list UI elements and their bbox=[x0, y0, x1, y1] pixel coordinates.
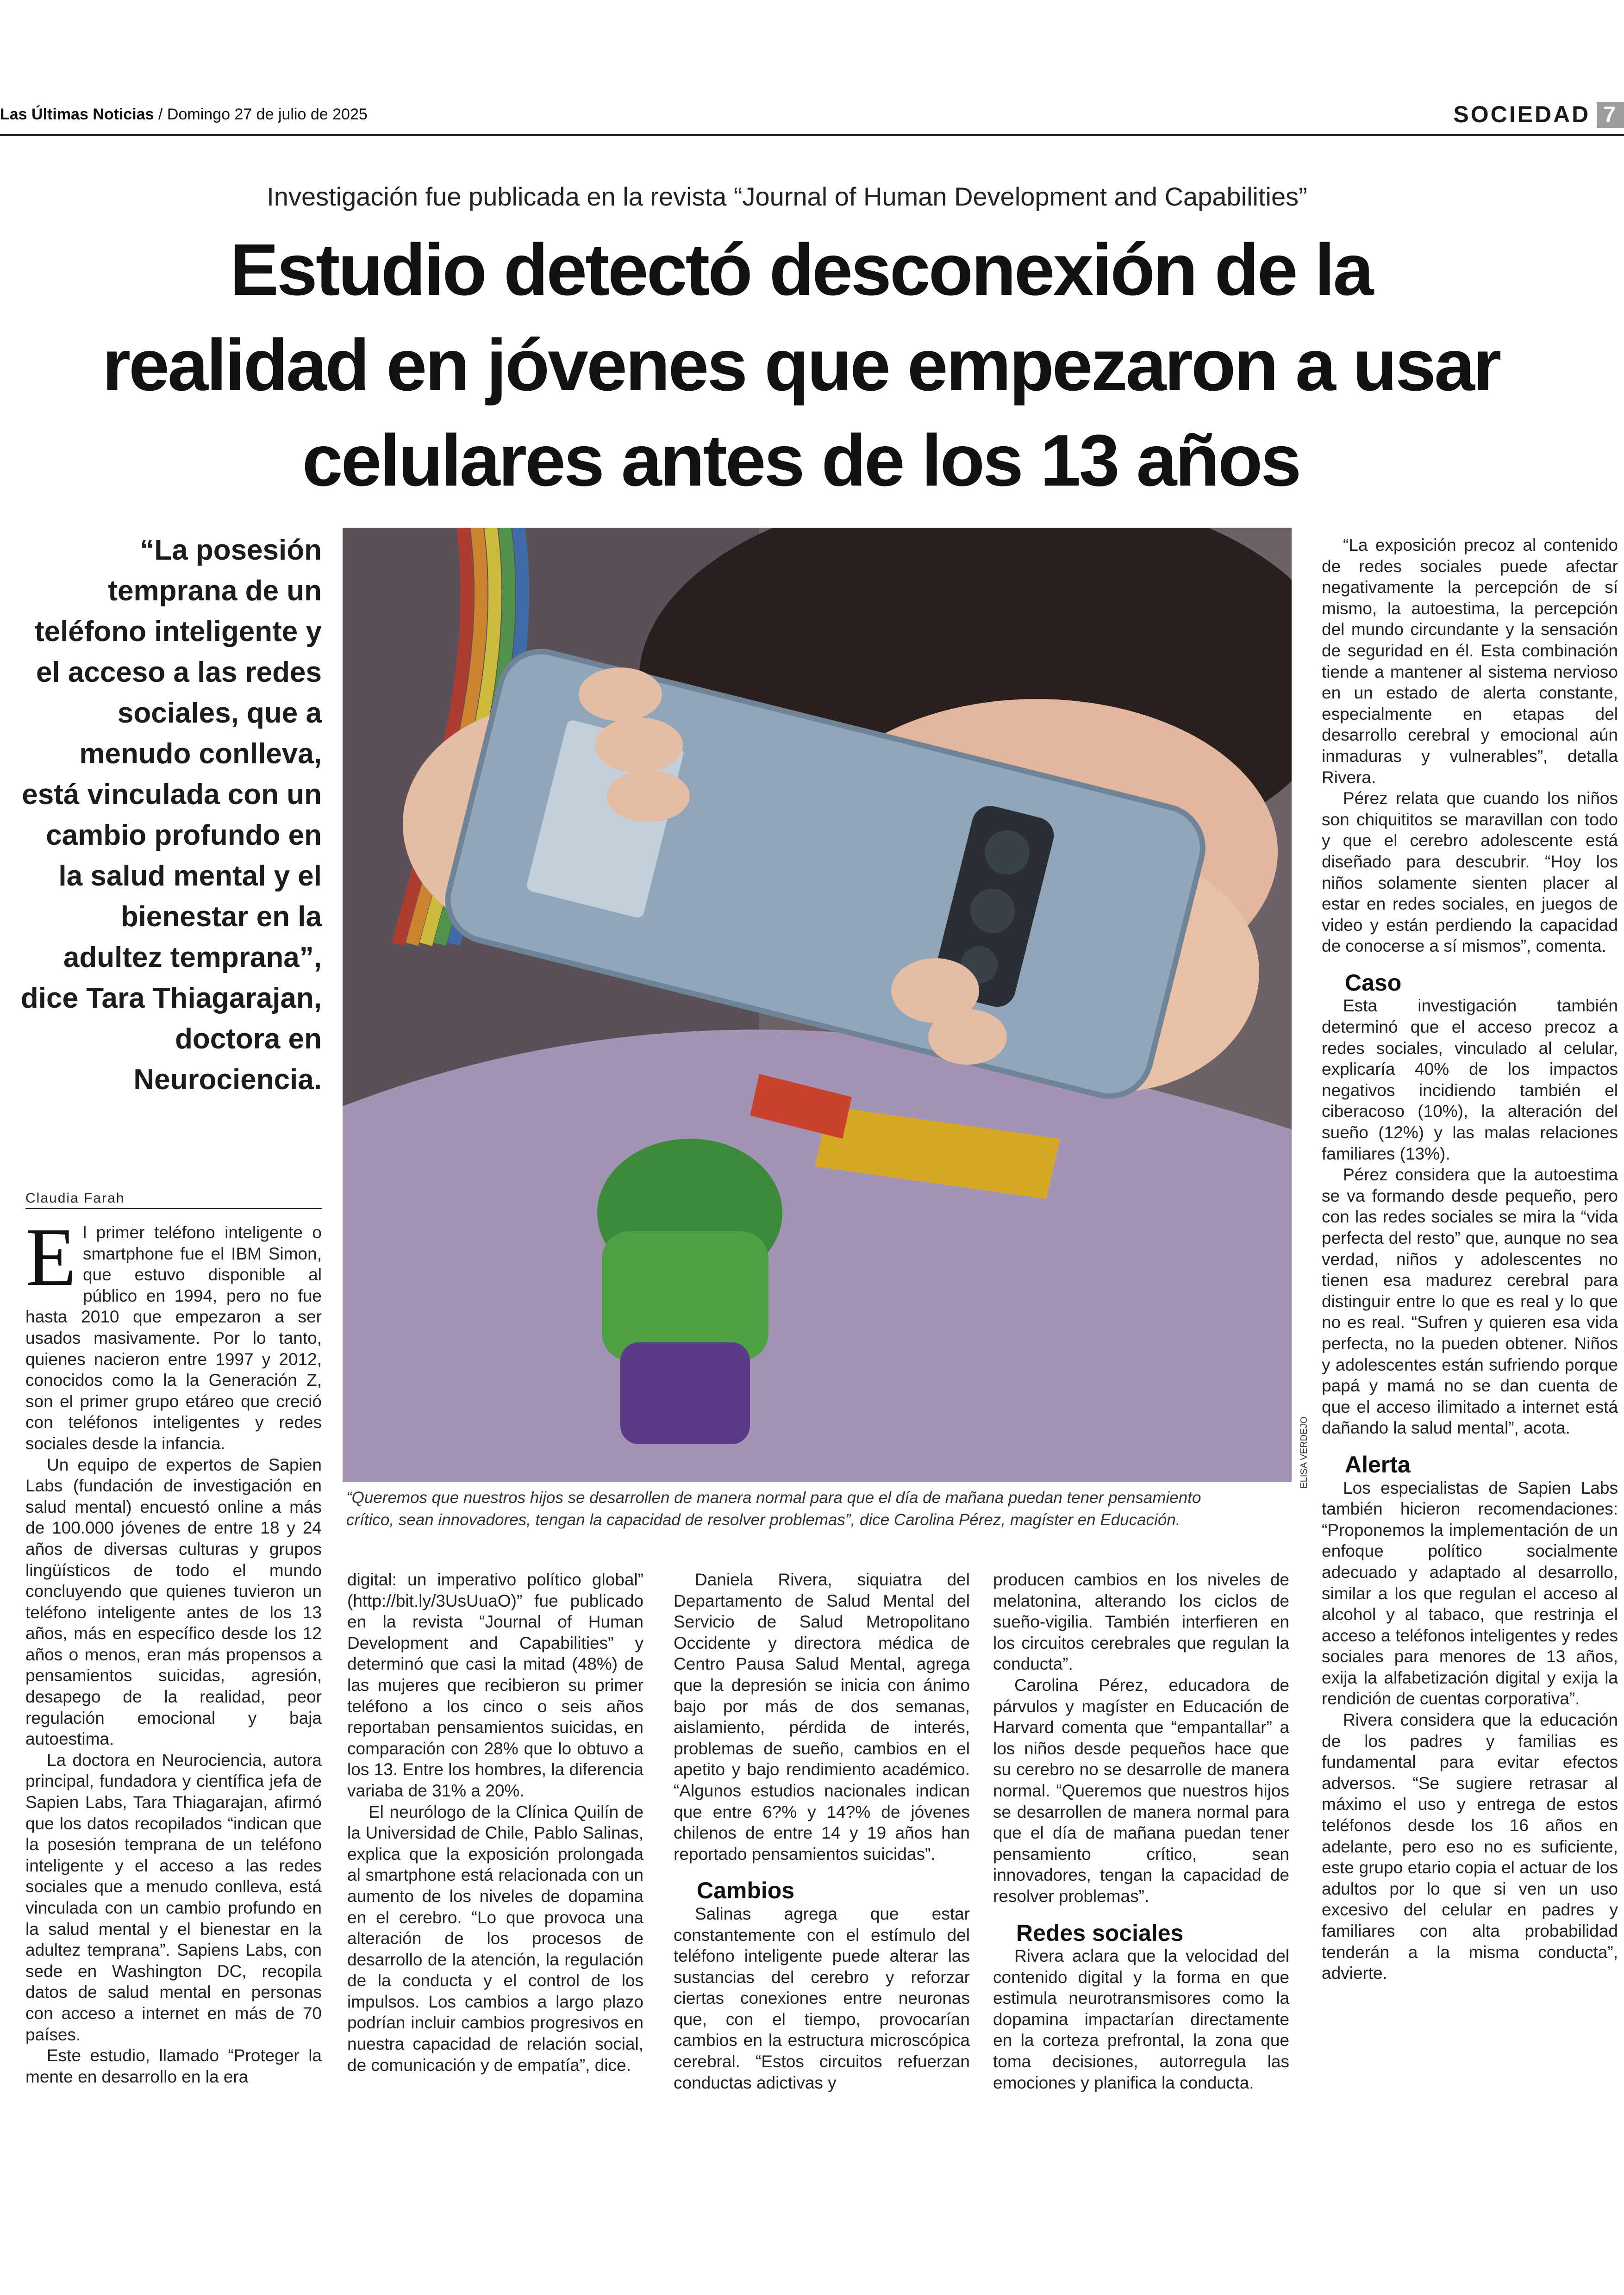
photo-credit: ELISA VERDEJO bbox=[1299, 1416, 1309, 1489]
byline: Claudia Farah bbox=[25, 1191, 322, 1209]
publication-name: Las Últimas Noticias bbox=[0, 106, 154, 123]
issue-date: Domingo 27 de julio de 2025 bbox=[167, 106, 368, 123]
paragraph: Este estudio, llamado “Proteger la mente en desarrollo en la era bbox=[25, 2046, 322, 2086]
article-column-4 bbox=[993, 1569, 1289, 2093]
paragraph-text: l primer teléfono inteligente o smartphone fue el IBM Simon, que estuvo disponible al público en 1994, pero no fue hasta 2010 que empezaron a ser usados masivamente. Por lo tanto, quienes nacieron entre 1997 y 2012, conocidos como la la Generación Z, son el primer grupo etáreo que creció con teléfonos inteligentes y redes sociales desde la infancia. bbox=[25, 1223, 322, 1453]
article-column-1 bbox=[25, 1211, 322, 2087]
article-column-2 bbox=[347, 1569, 643, 2076]
subheading-cambios: Cambios bbox=[697, 1877, 795, 1904]
page-number: 7 bbox=[1597, 102, 1624, 128]
paragraph: El neurólogo de la Clínica Quilín de la Universidad de Chile, Pablo Salinas, explica que la exposición prolongada al smartphone está relacionada con un aumento de los niveles de dopamina en el cerebro. “Lo que provoca una alteración de los procesos de desarrollo de la atención, la regulación de la conducta y el control de los impulsos. Los cambios a largo plazo podrían incluir cambios progresivos en nuestra capacidad de relación social, de comunicación y de empatía”, dice. bbox=[347, 1802, 643, 2075]
section-name: SOCIEDAD bbox=[1453, 101, 1591, 127]
paragraph: Salinas agrega que estar constantemente con el estímulo del teléfono inteligente puede alterar las sustancias del cerebro y reforzar ciertas conexiones entre neuronas que, con el tiempo, provocarían cambios en la estructura microscópica cerebral. “Estos circuitos refuerzan conductas adictivas y bbox=[674, 1904, 970, 2092]
paragraph: Pérez considera que la autoestima se va formando desde pequeño, pero con las redes sociales se mira la “vida perfecta del resto” que, aunque no sea verdad, niños y adolescentes no tienen esa madurez cerebral para distinguir entre lo que es real y lo que no es real. “Sufren y quieren esa vida perfecta, no la pueden obtener. Niños y adolescentes están sufriendo porque papá y mamá no se dan cuenta de que el acceso ilimitado a internet está dañando la salud mental”, acota. bbox=[1322, 1165, 1618, 1438]
paragraph: La doctora en Neurociencia, autora principal, fundadora y científica jefa de Sapien Labs, Tara Thiagarajan, afirmó que los datos recopilados “indican que la posesión temprana de un teléfono inteligente y el acceso a las redes sociales que a menudo conlleva, está vinculada con un cambio profundo en la salud mental y el bienestar en la adultez temprana”. Sapiens Labs, con sede en Washington DC, recopila datos de salud mental en personas con acceso a internet en más de 70 países. bbox=[25, 1750, 322, 2044]
masthead bbox=[0, 106, 368, 124]
drop-cap: E bbox=[25, 1211, 76, 1303]
photo-caption: “Queremos que nuestros hijos se desarrollen de manera normal para que el día de mañana puedan tener pensamiento crítico, sean innovadores, tengan la capacidad de resolver problemas”, dice Carolina Pérez, magíster en Educación. bbox=[346, 1489, 1201, 1529]
article-column-3 bbox=[674, 1569, 970, 2093]
subheading-redes-sociales: Redes sociales bbox=[1016, 1920, 1184, 1946]
kicker: Investigación fue publicada en la revista “Journal of Human Development and Capabilities” bbox=[267, 182, 1307, 211]
paragraph: Pérez relata que cuando los niños son chiquititos se maravillan con todo y que el cerebro adolescente está diseñado para descubrir. “Hoy los niños solamente sienten placer al estar en redes sociales, en juegos de video y están perdiendo la capacidad de conocerse a sí mismos”, comenta. bbox=[1322, 789, 1618, 956]
subheading-caso: Caso bbox=[1345, 969, 1402, 996]
paragraph: Rivera aclara que la velocidad del contenido digital y la forma en que estimula neurotransmisores como la dopamina impactarían directamente en la corteza prefrontal, la zona que toma decisiones, autorregula las emociones y planifica la conducta. bbox=[993, 1946, 1289, 2092]
article-column-5 bbox=[1322, 535, 1618, 1984]
subheading-alerta: Alerta bbox=[1345, 1451, 1411, 1478]
paragraph: Los especialistas de Sapien Labs también hicieron recomendaciones: “Proponemos la implementación de un enfoque político socialmente adecuado y adaptado al desarrollo, similar a los que regulan el acceso al alcohol y al tabaco, que restrinja el acceso a teléfonos inteligentes y redes sociales para menores de 13 años, exija la alfabetización digital y exija la rendición de cuentas corporativa”. bbox=[1322, 1478, 1618, 1709]
paragraph: producen cambios en los niveles de melatonina, alterando los ciclos de sueño-vigilia. También interfieren en los circuitos cerebrales que regulan la conducta”. bbox=[993, 1570, 1289, 1674]
header-rule bbox=[0, 134, 1624, 136]
paragraph: Un equipo de expertos de Sapien Labs (fundación de investigación en salud mental) encuestó online a más de 100.000 jóvenes de entre 18 y 24 años de diversas culturas y grupos lingüísticos de todo el mundo concluyendo que quienes tuvieron un teléfono inteligente antes de los 13 años, más en específico desde los 12 años o menos, eran más propensos a pensamientos suicidas, agresión, desapego de la realidad, peor regulación emocional y baja autoestima. bbox=[25, 1455, 322, 1749]
paragraph: digital: un imperativo político global” (http://bit.ly/3UsUuaO)” fue publicado en la revista “Journal of Human Development and Capabilities” y determinó que casi la mitad (48%) de las mujeres que recibieron su primer teléfono a los cinco o seis años reportaban pensamientos suicidas, en comparación con 28% que lo obtuvo a los 13. Entre los hombres, la diferencia variaba de 31% a 20%. bbox=[347, 1570, 643, 1800]
headline: Estudio detectó desconexión de la realidad en jóvenes que empezaron a usar celulares antes de los 13 años bbox=[102, 229, 1500, 501]
section-label bbox=[1453, 101, 1624, 128]
paragraph: Daniela Rivera, siquiatra del Departamento de Salud Mental del Servicio de Salud Metropolitano Occidente y directora médica de Centro Pausa Salud Mental, agrega que la depresión se inicia con ánimo bajo por más de dos semanas, aislamiento, pérdida de interés, problemas de sueño, cambios en el apetito y bajo rendimiento académico. “Algunos estudios nacionales indican que entre 6?% y 14?% de jóvenes chilenos de entre 14 y 19 años han reportado pensamientos suicidas”. bbox=[674, 1570, 970, 1864]
paragraph: Esta investigación también determinó que el acceso precoz a redes sociales, vinculado al celular, explicaría 40% de los impactos negativos incidiendo también el ciberacoso (10%), la alteración del sueño (12%) y las malas relaciones familiares (13%). bbox=[1322, 996, 1618, 1163]
paragraph bbox=[25, 1211, 322, 1454]
pull-quote: “La posesión temprana de un teléfono inteligente y el acceso a las redes sociales, que a menudo conlleva, está vinculada con un cambio profundo en la salud mental y el bienestar en la adultez temprana”, dice Tara Thiagarajan, doctora en Neurociencia. bbox=[20, 534, 322, 1096]
masthead-separator: / bbox=[154, 106, 167, 123]
paragraph: Rivera considera que la educación de los padres y familias es fundamental para evitar efectos adversos. “Se sugiere retrasar al máximo el uso y entrega de estos teléfonos desde los 16 años en adelante, pero eso no es suficiente, este grupo etario copia el actuar de los adultos por lo que si ven un uso excesivo del celular en padres y familiares con alta probabilidad tenderán a la misma conducta”, advierte. bbox=[1322, 1710, 1618, 1983]
child-with-phone-illustration bbox=[343, 528, 1292, 1482]
paragraph: “La exposición precoz al contenido de redes sociales puede afectar negativamente la percepción de sí mismo, la autoestima, la percepción del mundo circundante y la sensación de seguridad en él. Esta combinación tiende a mantener al sistema nervioso en un estado de alerta constante, especialmente en etapas del desarrollo cerebral y emocional aún inmaduras y vulnerables”, detalla Rivera. bbox=[1322, 536, 1618, 787]
paragraph: Carolina Pérez, educadora de párvulos y magíster en Educación de Harvard comenta que “empantallar” a los niños desde pequeños hace que su cerebro no se desarrolle de manera normal. “Queremos que nuestros hijos se desarrollen de manera normal para que el día de mañana puedan tener pensamiento crítico, sean innovadores, tengan la capacidad de resolver problemas”. bbox=[993, 1675, 1289, 1906]
article-photo bbox=[343, 528, 1292, 1482]
